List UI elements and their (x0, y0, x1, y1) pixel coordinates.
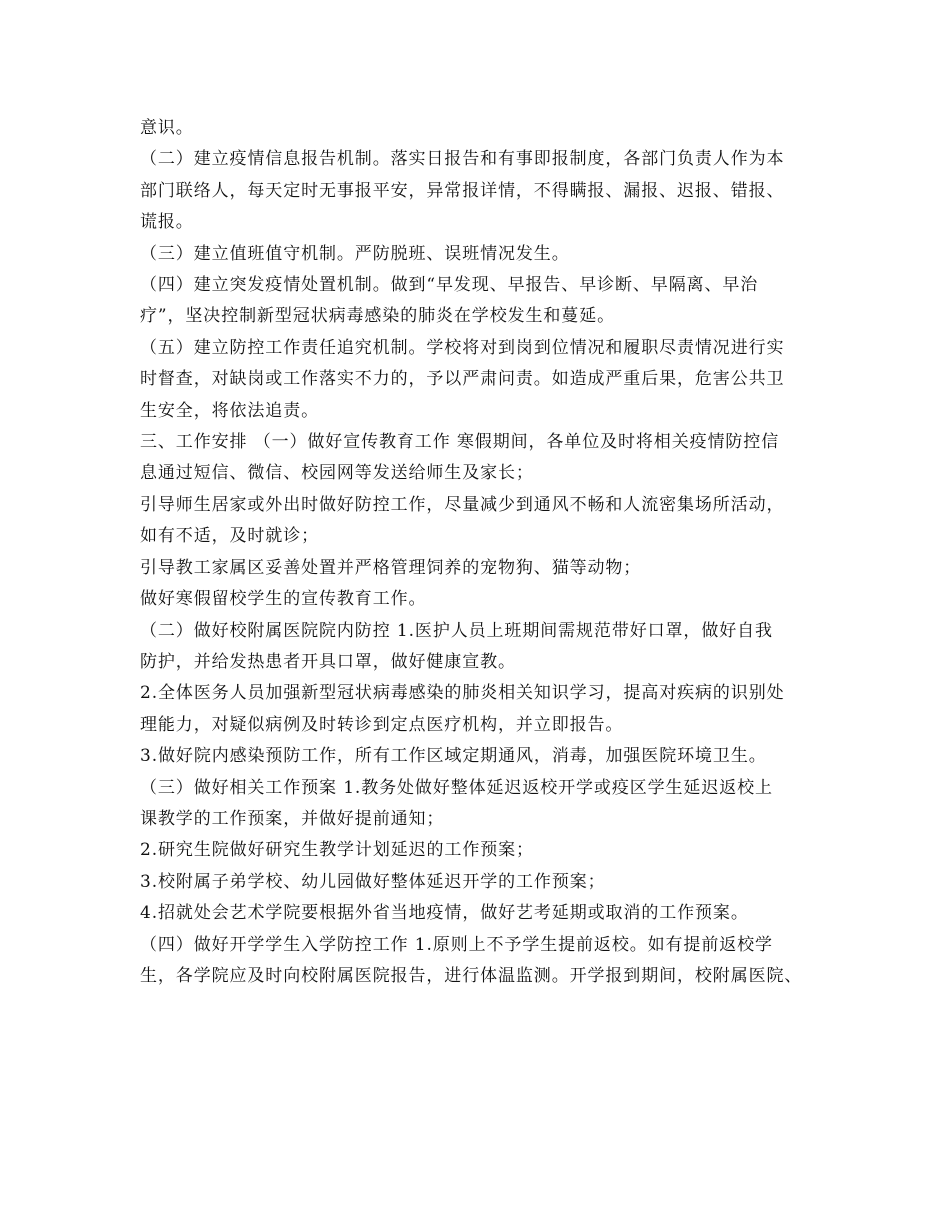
text-line: （四）建立突发疫情处置机制。做到“早发现、早报告、早诊断、早隔离、早治 (140, 275, 759, 296)
text-line: 疗”，坚决控制新型冠状病毒感染的肺炎在学校发生和蔓延。 (140, 306, 615, 327)
text-line: 课教学的工作预案，并做好提前通知； (140, 808, 445, 829)
text-line: 做好寒假留校学生的宣传教育工作。 (140, 589, 427, 610)
text-line: 息通过短信、微信、校园网等发送给师生及家长； (140, 463, 534, 484)
text-line: 三、工作安排 （一）做好宣传教育工作 寒假期间，各单位及时将相关疫情防控信 (140, 432, 780, 453)
text-line: 意识。 (140, 118, 194, 138)
text-line: （五）建立防控工作责任追究机制。学校将对到岗到位情况和履职尽责情况进行实 (140, 337, 785, 358)
text-line: （二）建立疫情信息报告机制。落实日报告和有事即报制度，各部门负责人作为本 (140, 149, 785, 170)
text-line: 理能力，对疑似病例及时转诊到定点医疗机构，并立即报告。 (140, 714, 624, 735)
text-line: 引导教工家属区妥善处置并严格管理饲养的宠物狗、猫等动物； (140, 557, 642, 578)
text-line: （二）做好校附属医院院内防控 1.医护人员上班期间需规范带好口罩，做好自我 (140, 620, 773, 641)
text-line: （四）做好开学学生入学防控工作 1.原则上不予学生提前返校。如有提前返校学 (140, 934, 773, 955)
text-line: 如有不适，及时就诊； (140, 526, 319, 547)
text-line: 防护，并给发热患者开具口罩，做好健康宣教。 (140, 651, 516, 672)
text-line: 引导师生居家或外出时做好防控工作，尽量减少到通风不畅和人流密集场所活动， (140, 494, 785, 515)
text-line: 生，各学院应及时向校附属医院报告，进行体温监测。开学报到期间，校附属医院、 (140, 965, 803, 986)
text-line: 时督查，对缺岗或工作落实不力的，予以严肃问责。如造成严重后果，危害公共卫 (140, 369, 785, 390)
text-line: 2.全体医务人员加强新型冠状病毒感染的肺炎相关知识学习，提高对疾病的识别处 (140, 683, 785, 704)
document-body (140, 113, 820, 992)
text-line: 部门联络人，每天定时无事报平安，异常报详情，不得瞒报、漏报、迟报、错报、 (140, 180, 785, 201)
text-line: 4.招就处会艺术学院要根据外省当地疫情，做好艺考延期或取消的工作预案。 (140, 903, 749, 924)
text-line: 3.校附属子弟学校、幼儿园做好整体延迟开学的工作预案； (140, 871, 606, 892)
text-line: 生安全，将依法追责。 (140, 400, 319, 421)
text-line: 3.做好院内感染预防工作，所有工作区域定期通风，消毒，加强医院环境卫生。 (140, 746, 767, 767)
text-line: （三）做好相关工作预案 1.教务处做好整体延迟返校开学或疫区学生延迟返校上 (140, 777, 773, 798)
text-line: （三）建立值班值守机制。严防脱班、误班情况发生。 (140, 243, 570, 264)
text-line: 2.研究生院做好研究生教学计划延迟的工作预案； (140, 840, 534, 861)
text-line: 谎报。 (140, 212, 194, 233)
